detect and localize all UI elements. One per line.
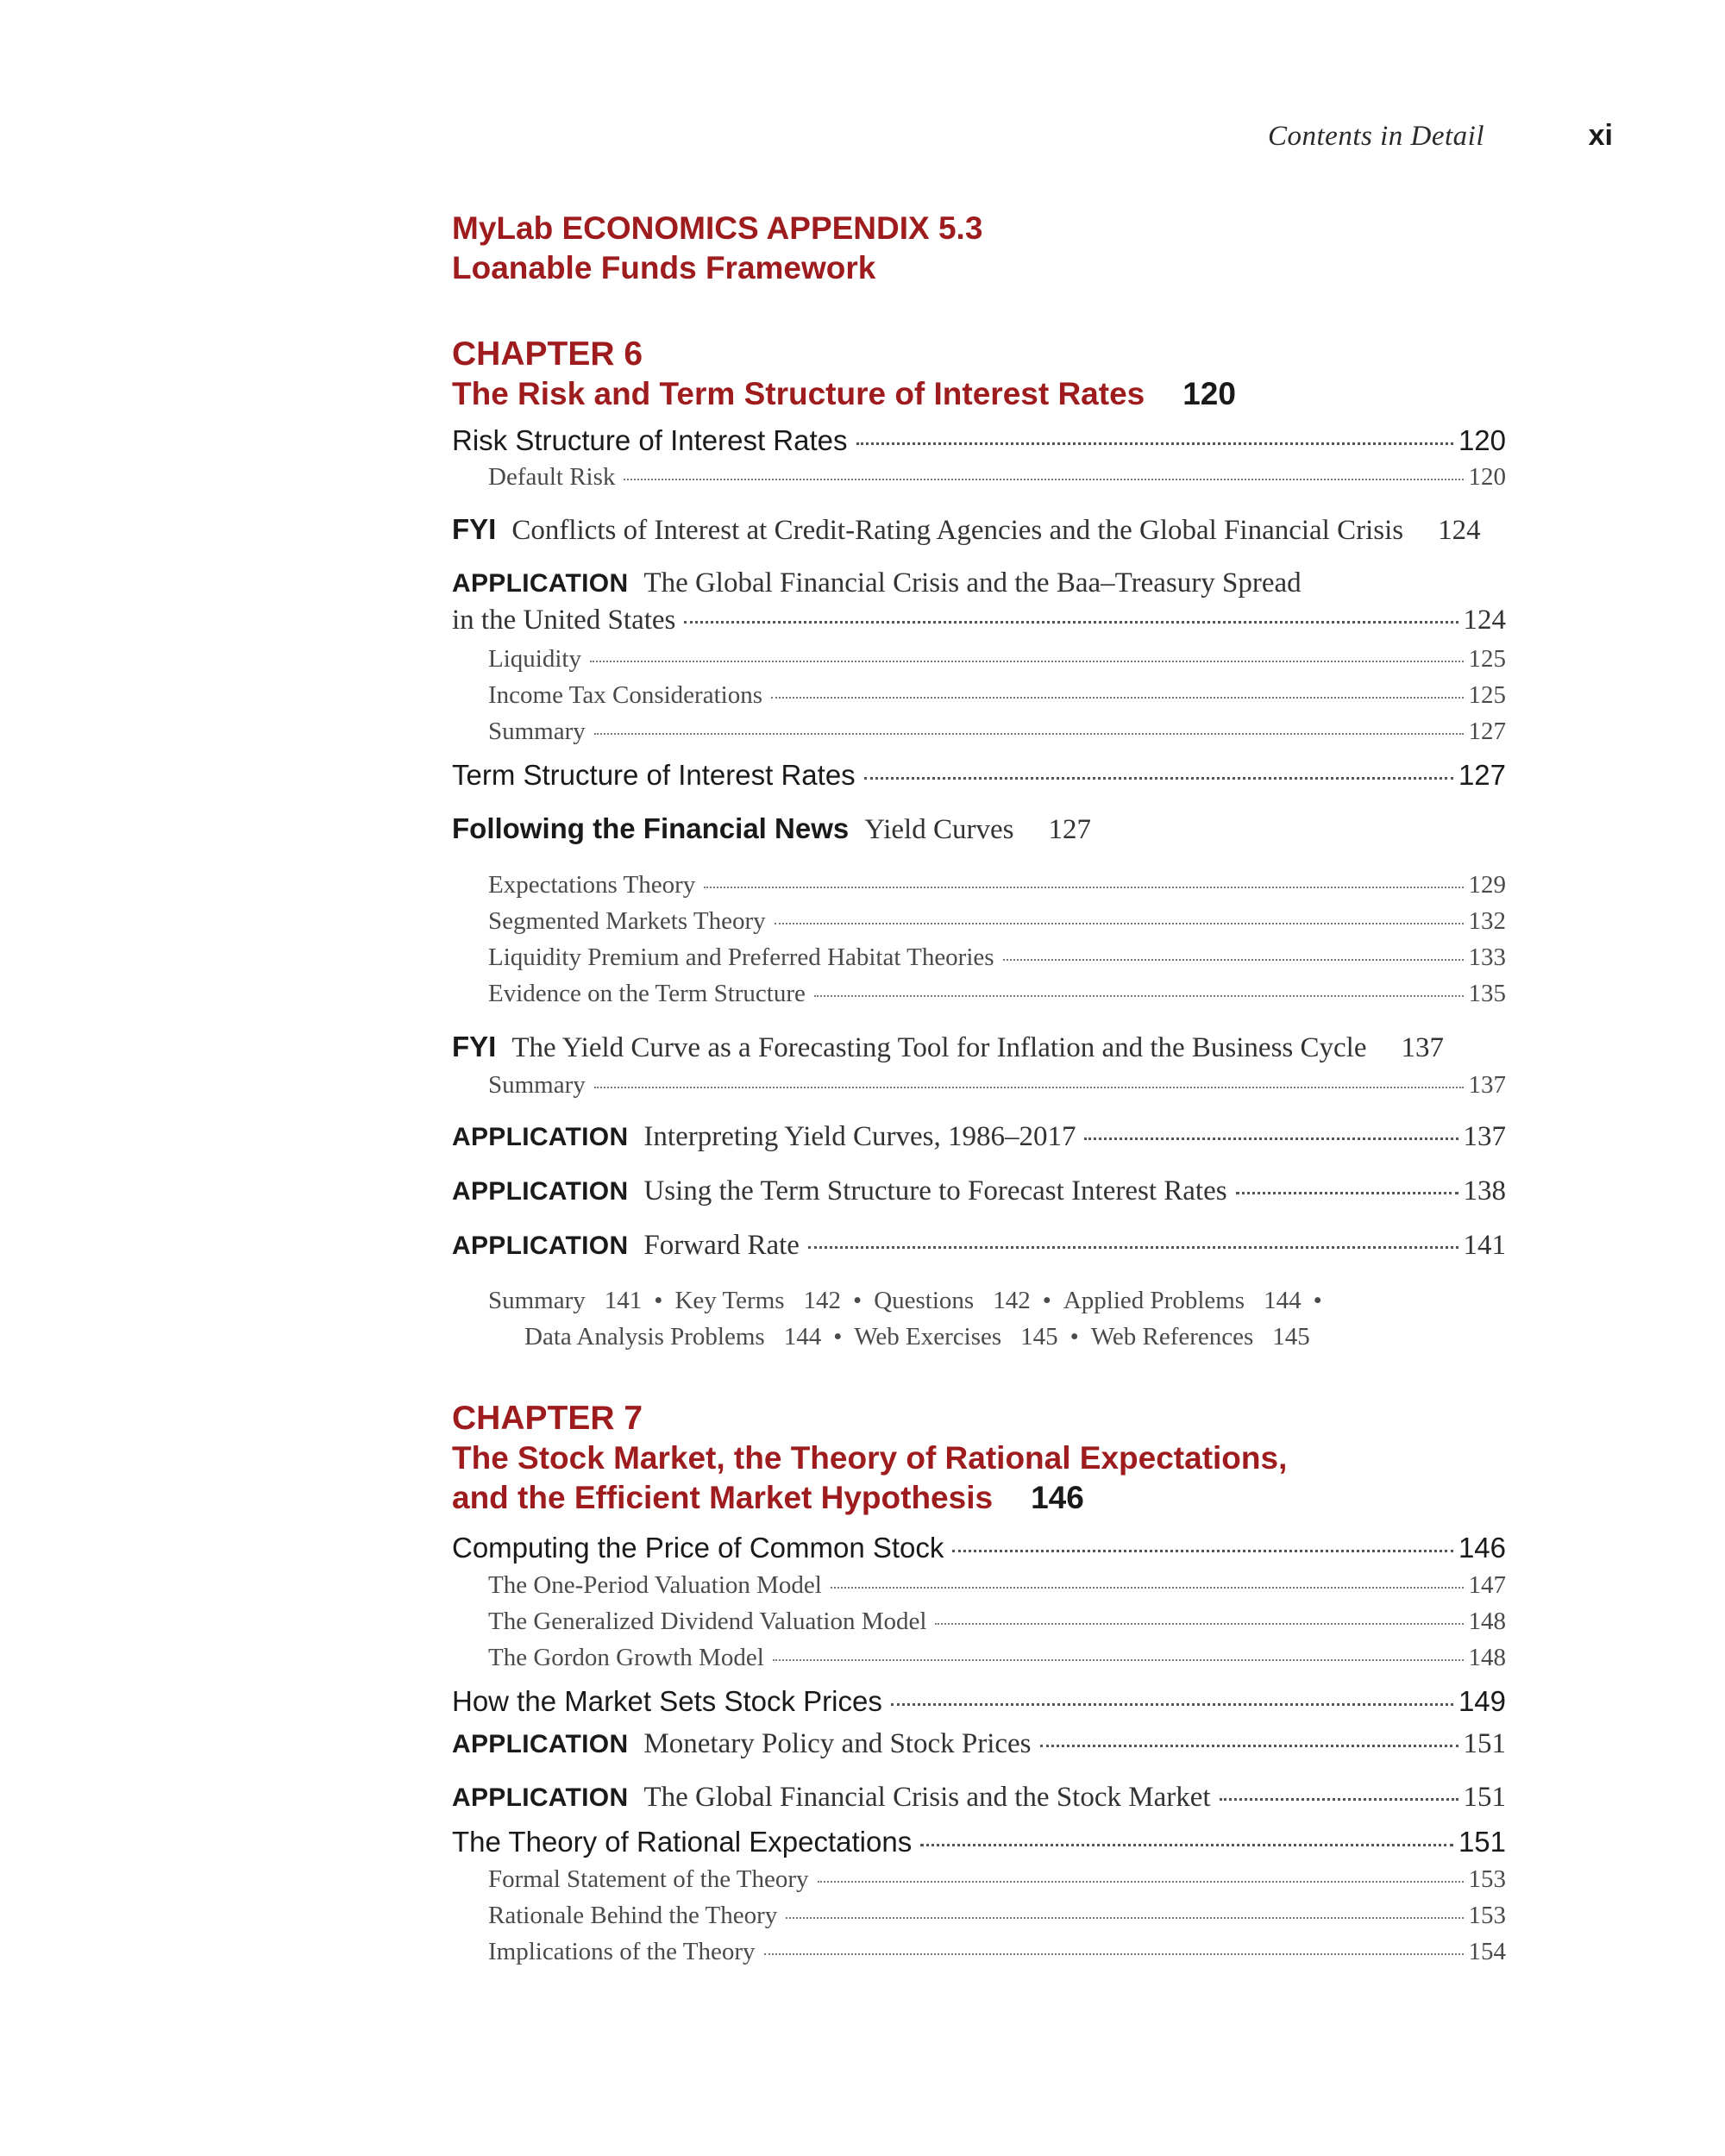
fyi-label: FYI [452, 513, 497, 545]
eoc-item[interactable]: Summary 141 [488, 1287, 643, 1314]
eoc-item[interactable]: Data Analysis Problems 144 [524, 1323, 822, 1351]
toc-entry-expectations[interactable]: Expectations Theory 129 [488, 871, 1506, 899]
toc-entry-news-yield-curves[interactable]: Following the Financial News Yield Curves 127 [452, 812, 1091, 845]
toc-entry-app-baa-spread-line2[interactable]: in the United States 124 [452, 605, 1506, 636]
dot-leader [891, 1703, 1453, 1706]
toc-entry-segmented[interactable]: Segmented Markets Theory 132 [488, 907, 1506, 935]
toc-entry-fyi-conflicts[interactable]: FYI Conflicts of Interest at Credit-Rating Agencies and the Global Financial Crisis 124 [452, 513, 1481, 546]
dot-leader [920, 1844, 1453, 1846]
bullet-separator: • [853, 1287, 862, 1314]
application-label: APPLICATION [452, 1730, 629, 1758]
toc-entry-computing-price[interactable]: Computing the Price of Common Stock 146 [452, 1532, 1506, 1564]
application-label: APPLICATION [452, 1123, 629, 1151]
chapter-6-page: 120 [1182, 376, 1236, 411]
dot-leader [786, 1917, 1463, 1919]
chapter-7-title-line1: The Stock Market, the Theory of Rational Expectations, [452, 1440, 1288, 1476]
toc-entry-app-baa-spread-line1[interactable]: APPLICATION The Global Financial Crisis and the Baa–Treasury Spread [452, 567, 1302, 599]
toc-entry-liquidity[interactable]: Liquidity 125 [488, 645, 1506, 673]
dot-leader [590, 661, 1464, 662]
eoc-item[interactable]: Applied Problems 144 [1063, 1287, 1302, 1314]
dot-leader [764, 1953, 1464, 1955]
toc-entry-app-forward-rate[interactable]: APPLICATION Forward Rate 141 [452, 1230, 1506, 1261]
toc-entry-rationale[interactable]: Rationale Behind the Theory 153 [488, 1902, 1506, 1929]
fyi-label: FYI [452, 1031, 497, 1062]
dot-leader [1220, 1798, 1458, 1801]
dot-leader [864, 777, 1453, 780]
toc-entry-app-gfc-stock[interactable]: APPLICATION The Global Financial Crisis and the Stock Market 151 [452, 1782, 1506, 1813]
dot-leader [1236, 1192, 1458, 1194]
dot-leader [624, 479, 1463, 480]
chapter-7-title-line2: and the Efficient Market Hypothesis [452, 1480, 994, 1515]
bullet-separator: • [1042, 1287, 1051, 1314]
eoc-item[interactable]: Web References 145 [1090, 1323, 1310, 1351]
toc-entry-evidence[interactable]: Evidence on the Term Structure 135 [488, 980, 1506, 1007]
bullet-separator: • [1313, 1287, 1322, 1314]
bullet-separator: • [654, 1287, 663, 1314]
toc-entry-summary[interactable]: Summary 137 [488, 1071, 1506, 1099]
running-head [1268, 121, 1613, 159]
chapter-7-heading[interactable] [452, 1399, 1506, 1518]
chapter-6-title: The Risk and Term Structure of Interest Rates [452, 376, 1145, 411]
toc-entry-app-interpreting[interactable]: APPLICATION Interpreting Yield Curves, 1986–2017 137 [452, 1121, 1506, 1152]
dot-leader [1084, 1138, 1458, 1140]
dot-leader [818, 1881, 1464, 1883]
eoc-item[interactable]: Key Terms 142 [674, 1287, 842, 1314]
application-label: APPLICATION [452, 569, 629, 598]
appendix-heading[interactable] [452, 209, 1506, 288]
dot-leader [1003, 959, 1464, 961]
application-label: APPLICATION [452, 1232, 629, 1260]
folio-page-number: xi [1588, 119, 1613, 152]
application-label: APPLICATION [452, 1783, 629, 1812]
toc-entry-risk-structure[interactable]: Risk Structure of Interest Rates 120 [452, 424, 1506, 456]
dot-leader [935, 1623, 1463, 1625]
dot-leader [952, 1550, 1453, 1552]
dot-leader [856, 442, 1453, 445]
bullet-separator: • [1070, 1323, 1079, 1351]
toc-entry-app-monetary[interactable]: APPLICATION Monetary Policy and Stock Prices 151 [452, 1728, 1506, 1759]
dot-leader [594, 733, 1464, 735]
toc-entry-term-structure[interactable]: Term Structure of Interest Rates 127 [452, 759, 1506, 791]
toc-entry-formal-statement[interactable]: Formal Statement of the Theory 153 [488, 1865, 1506, 1893]
dot-leader [808, 1246, 1458, 1249]
toc-entry-market-sets[interactable]: How the Market Sets Stock Prices 149 [452, 1685, 1506, 1717]
toc-entry-implications[interactable]: Implications of the Theory 154 [488, 1938, 1506, 1965]
chapter-6-heading[interactable] [452, 335, 1506, 414]
dot-leader [775, 923, 1464, 924]
toc-entry-one-period[interactable]: The One-Period Valuation Model 147 [488, 1571, 1506, 1599]
toc-entry-fyi-yield-curve[interactable]: FYI The Yield Curve as a Forecasting Tool for Inflation and the Business Cycle 137 [452, 1031, 1444, 1063]
appendix-title: Loanable Funds Framework [452, 250, 876, 285]
dot-leader [773, 1659, 1464, 1661]
toc-entry-default-risk[interactable]: Default Risk 120 [488, 463, 1506, 491]
dot-leader [771, 697, 1464, 699]
eoc-item[interactable]: Questions 142 [874, 1287, 1031, 1314]
toc-entry-generalized[interactable]: The Generalized Dividend Valuation Model 148 [488, 1608, 1506, 1635]
dot-leader [1040, 1745, 1458, 1747]
toc-entry-app-forecast[interactable]: APPLICATION Using the Term Structure to Forecast Interest Rates 138 [452, 1175, 1506, 1206]
toc-entry-income-tax[interactable]: Income Tax Considerations 125 [488, 681, 1506, 709]
dot-leader [814, 995, 1464, 997]
toc-entry-gordon[interactable]: The Gordon Growth Model 148 [488, 1644, 1506, 1671]
dot-leader [831, 1587, 1464, 1589]
running-head-title: Contents in Detail [1268, 121, 1484, 152]
eoc-item[interactable]: Web Exercises 145 [854, 1323, 1058, 1351]
toc-entry-summary[interactable]: Summary 127 [488, 718, 1506, 745]
toc-entry-rational-expectations[interactable]: The Theory of Rational Expectations 151 [452, 1826, 1506, 1858]
bullet-separator: • [833, 1323, 843, 1351]
chapter-7-label: CHAPTER 7 [452, 1400, 643, 1437]
dot-leader [704, 887, 1463, 888]
end-of-chapter-list [488, 1282, 1334, 1355]
application-label: APPLICATION [452, 1177, 629, 1206]
dot-leader [684, 621, 1458, 624]
following-news-label: Following the Financial News [452, 812, 850, 844]
chapter-6-label: CHAPTER 6 [452, 335, 643, 373]
toc-entry-liquidity-premium[interactable]: Liquidity Premium and Preferred Habitat Theories 133 [488, 943, 1506, 971]
chapter-7-page: 146 [1031, 1480, 1084, 1515]
dot-leader [594, 1087, 1464, 1088]
appendix-label: MyLab ECONOMICS APPENDIX 5.3 [452, 210, 983, 246]
